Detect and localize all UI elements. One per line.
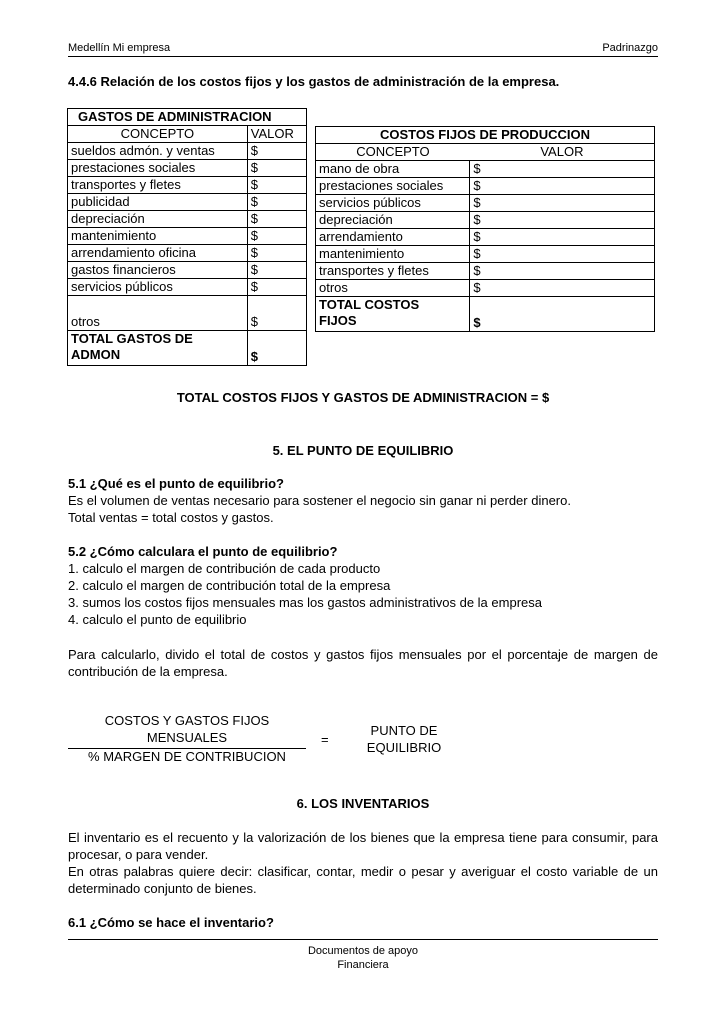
answer-5-1-line2: Total ventas = total costos y gastos. (68, 510, 274, 525)
admin-row-concept: otros (68, 296, 248, 331)
grand-total-line: TOTAL COSTOS FIJOS Y GASTOS DE ADMINISTRACION = $ (176, 390, 550, 405)
prod-row-value: $ (470, 229, 655, 246)
admin-col-value: VALOR (247, 126, 306, 143)
prod-row-concept: mano de obra (316, 161, 470, 178)
prod-total-row (316, 297, 655, 332)
table-row (316, 229, 655, 246)
prod-total-label (316, 297, 470, 332)
table-row (68, 194, 307, 211)
admin-row-value: $ (247, 143, 306, 160)
prod-row-value: $ (470, 212, 655, 229)
prod-row-concept: depreciación (316, 212, 470, 229)
table-row (68, 211, 307, 228)
footer-line2: Financiera (337, 959, 389, 971)
list-item: 4. calculo el punto de equilibrio (68, 612, 247, 627)
table-row (316, 280, 655, 297)
section-5-2 (68, 543, 658, 628)
admin-row-value: $ (247, 245, 306, 262)
prod-row-concept: mantenimiento (316, 246, 470, 263)
section-5-1 (68, 475, 658, 526)
admin-row-concept: depreciación (68, 211, 248, 228)
list-item: 2. calculo el margen de contribución total de la empresa (68, 578, 391, 593)
inventory-paragraph-1: El inventario es el recuento y la valorización de los bienes que la empresa tiene para consumir, para procesar, o para vender. (68, 830, 658, 862)
table-row (68, 228, 307, 245)
admin-table-title: GASTOS DE ADMINISTRACION (68, 109, 307, 126)
formula-num-line1: COSTOS Y GASTOS FIJOS (104, 713, 270, 728)
admin-total-value: $ (247, 331, 306, 366)
prod-row-concept: transportes y fletes (316, 263, 470, 280)
admin-total-label-line1: TOTAL GASTOS DE (71, 331, 193, 346)
prod-total-label-line2: FIJOS (319, 313, 357, 328)
prod-row-value: $ (470, 280, 655, 297)
formula-res-line2: EQUILIBRIO (366, 740, 442, 755)
formula-numerator (68, 712, 306, 746)
section-title: 4.4.6 Relación de los costos fijos y los gastos de administración de la empresa. (68, 74, 560, 89)
formula-result (344, 722, 464, 756)
page-footer (68, 939, 658, 972)
prod-col-value: VALOR (470, 144, 655, 161)
prod-row-concept: arrendamiento (316, 229, 470, 246)
header-right: Padrinazgo (602, 42, 658, 54)
prod-total-value: $ (470, 297, 655, 332)
table-row (316, 195, 655, 212)
table-row (68, 262, 307, 279)
table-row (316, 263, 655, 280)
formula-equals: = (321, 732, 329, 747)
prod-row-concept: prestaciones sociales (316, 178, 470, 195)
chapter-5-title: 5. EL PUNTO DE EQUILIBRIO (272, 443, 454, 458)
prod-row-value: $ (470, 195, 655, 212)
table-row (68, 245, 307, 262)
admin-row-concept: gastos financieros (68, 262, 248, 279)
formula-num-line2: MENSUALES (146, 730, 228, 745)
table-row (316, 161, 655, 178)
question-5-2: 5.2 ¿Cómo calculara el punto de equilibrio? (68, 544, 338, 559)
admin-row-concept: transportes y fletes (68, 177, 248, 194)
question-5-1: 5.1 ¿Qué es el punto de equilibrio? (68, 476, 284, 491)
admin-row-value: $ (247, 296, 306, 331)
prod-table-title: COSTOS FIJOS DE PRODUCCION (316, 127, 655, 144)
table-row (68, 279, 307, 296)
page-header (68, 42, 658, 57)
table-row (68, 160, 307, 177)
admin-row-value: $ (247, 279, 306, 296)
table-row (316, 178, 655, 195)
question-6-1: 6.1 ¿Cómo se hace el inventario? (68, 915, 274, 930)
prod-row-value: $ (470, 178, 655, 195)
admin-total-label-line2: ADMON (71, 347, 121, 362)
prod-row-value: $ (470, 161, 655, 178)
footer-line1: Documentos de apoyo (307, 945, 419, 957)
admin-col-concept: CONCEPTO (68, 126, 248, 143)
admin-row-value: $ (247, 211, 306, 228)
admin-row-value: $ (247, 262, 306, 279)
breakeven-formula (68, 712, 488, 772)
answer-5-1-line1: Es el volumen de ventas necesario para sostener el negocio sin ganar ni perder dinero. (68, 493, 571, 508)
admin-row-concept: servicios públicos (68, 279, 248, 296)
prod-total-label-line1: TOTAL COSTOS (319, 297, 420, 312)
admin-row-concept: prestaciones sociales (68, 160, 248, 177)
prod-row-concept: servicios públicos (316, 195, 470, 212)
admin-row-value: $ (247, 194, 306, 211)
table-row (316, 246, 655, 263)
inventory-paragraph-2: En otras palabras quiere decir: clasificar, contar, medir o pesar y averiguar el costo variable de un determinado conjunto de bienes. (68, 864, 658, 896)
formula-denominator: % MARGEN DE CONTRIBUCION (88, 749, 286, 764)
admin-total-label (68, 331, 248, 366)
prod-col-concept: CONCEPTO (316, 144, 470, 161)
table-row (68, 296, 307, 331)
prod-row-value: $ (470, 263, 655, 280)
list-item: 1. calculo el margen de contribución de cada producto (68, 561, 381, 576)
admin-row-concept: mantenimiento (68, 228, 248, 245)
chapter-6-title: 6. LOS INVENTARIOS (296, 796, 430, 811)
paragraph-calc: Para calcularlo, divido el total de costos y gastos fijos mensuales por el porcentaje de margen de contribución de la empresa. (68, 647, 658, 679)
admin-total-row (68, 331, 307, 366)
formula-res-line1: PUNTO DE (370, 723, 438, 738)
production-costs-table (315, 126, 655, 332)
admin-row-concept: arrendamiento oficina (68, 245, 248, 262)
admin-row-value: $ (247, 177, 306, 194)
header-left: Medellín Mi empresa (68, 42, 171, 54)
prod-row-concept: otros (316, 280, 470, 297)
admin-row-concept: sueldos admón. y ventas (68, 143, 248, 160)
admin-row-concept: publicidad (68, 194, 248, 211)
list-item: 3. sumos los costos fijos mensuales mas los gastos administrativos de la empresa (68, 595, 542, 610)
prod-row-value: $ (470, 246, 655, 263)
admin-row-value: $ (247, 160, 306, 177)
table-row (68, 177, 307, 194)
table-row (68, 143, 307, 160)
admin-row-value: $ (247, 228, 306, 245)
admin-expenses-table (67, 108, 307, 366)
table-row (316, 212, 655, 229)
